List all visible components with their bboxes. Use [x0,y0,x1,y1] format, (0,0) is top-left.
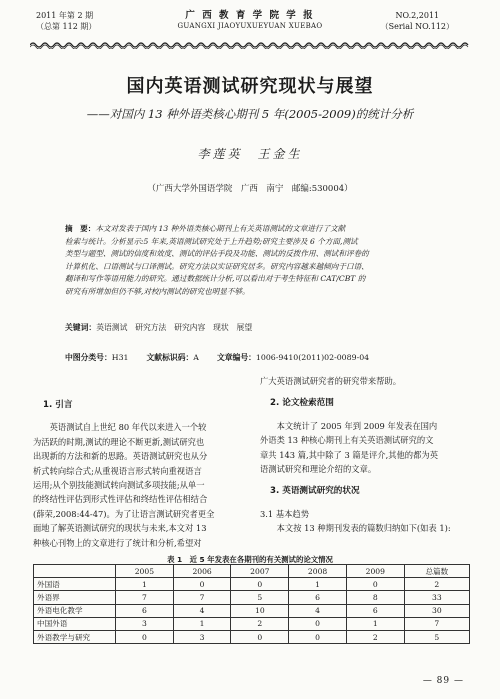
journal-name-cn: 广 西 教 育 学 院 学 报 [185,10,315,21]
decorative-wave-divider [30,41,470,49]
article-subtitle: ——对国内 13 种外语类核心期刊 5 年(2005-2009)的统计分析 [86,107,414,121]
clc-label: 中图分类号： [65,353,112,362]
section-3-1-heading: 3.1 基本趋势 [260,508,310,519]
clc-value: H31 [111,353,129,362]
abstract-line: 翻译和写作等语用能力的研究。通过数据统计分析,可以看出对于考生特征和 CAT/CBT 的 [65,274,366,283]
table-cell: 6 [346,604,404,617]
body-right-column [260,376,472,536]
table-cell: 5 [404,630,469,643]
classification-line [65,352,465,363]
text-line: 章共 143 篇,其中除了 3 篇是评介,其他的都为英 [260,449,438,460]
article-no-value: 1006-9410(2011)02-0089-04 [255,353,370,362]
abstract-line: 研究有所增加但仍不够,对校内测试的研究也明显不够。 [65,286,250,296]
table-cell: 0 [231,578,289,591]
abstract-line: 检索与统计。分析显示:5 年来,英语测试研究处于上升趋势;研究主要涉及 6 个方面,测试 [65,236,358,246]
issue-line2: （总第 112 期） [36,22,97,31]
table-cell: 0 [173,578,231,591]
page-number: — 89 — [422,676,464,686]
table-header-cell: 2007 [231,565,289,578]
authors: 李莲英 王金生 [197,147,303,161]
section-2-heading: 2. 论文检索范围 [270,398,334,409]
table-row [34,630,470,643]
table-cell: 0 [231,630,289,643]
table-header-cell: 2009 [346,565,404,578]
table-cell: 5 [231,591,289,604]
table-cell: 2 [346,630,404,643]
table-cell: 外语界 [34,591,116,604]
table-cell: 6 [116,604,174,617]
keywords [65,322,445,333]
table-header-cell [34,565,116,578]
text-line: 面地了解英语测试研究的现状与未来,本文对 13 [33,523,207,534]
table-cell: 1 [116,578,174,591]
article-no-label: 文章编号： [216,353,256,362]
table-cell: 3 [173,630,231,643]
section-1-heading: 1. 引言 [43,400,73,410]
text-line: 语测试研究和理论介绍的文章。 [260,464,377,475]
table-row [34,617,470,630]
text-line: 广大英语测试研究者的研究带来帮助。 [260,376,402,386]
abstract-line: 本文对发表于国内 13 种外语类核心期刊上有关英语测试的文章进行了文献 [95,224,346,233]
serial-line1: NO.2,2011 [395,11,440,20]
table-row [34,591,470,604]
table-cell: 外语电化教学 [34,604,116,617]
table-cell: 7 [116,591,174,604]
keywords-label: 关键词： [65,323,97,332]
serial-line2: （Serial NO.112） [380,22,454,31]
table-cell: 10 [231,604,289,617]
table-cell: 4 [289,604,347,617]
table-header-cell: 2005 [116,565,174,578]
table-cell: 外国语 [34,578,116,591]
table-cell: 4 [173,604,231,617]
doc-code-value: A [193,353,199,362]
text-line: (薛荣,2008:44-47)。为了让语言测试研究者更全 [33,508,215,519]
text-line: 本文按 13 种期刊发表的篇数归纳如下(如表 1): [276,523,451,534]
table-header-cell: 2006 [173,565,231,578]
article-number [217,352,369,363]
table-cell: 1 [346,617,404,630]
section-1-text [33,420,238,434]
table-cell: 0 [116,630,174,643]
table-cell: 1 [289,578,347,591]
table-cell: 33 [404,591,469,604]
table-row [34,578,470,591]
table-cell: 7 [173,591,231,604]
table-cell: 中国外语 [34,617,116,630]
text-line: 外语类 13 种核心期刊上有关英语测试研究的文 [260,435,434,446]
table-row [34,604,470,617]
journal-statistics-table [33,564,470,644]
serial-info [381,10,454,32]
table-cell: 7 [404,617,469,630]
abstract-line: 类型与题型、测试的信度和效度、测试的评估手段及功能、测试的反拨作用、测试和评卷的 [65,249,369,258]
table-cell: 30 [404,604,469,617]
table-cell: 2 [231,617,289,630]
table-cell: 2 [404,578,469,591]
table-cell: 1 [173,617,231,630]
abstract-label: 摘 要： [65,224,96,233]
table-cell: 0 [346,578,404,591]
text-line: 运用;从个别技能测试转向测试多项技能;从单一 [33,480,205,491]
article-title: 国内英语测试研究现状与展望 [126,76,374,97]
text-line: 种核心刊物上的文章进行了统计和分析,希望对 [33,537,202,548]
clc-number [65,352,129,363]
table-header-cell: 2008 [289,565,347,578]
table-header-cell: 总篇数 [404,565,469,578]
doc-code-label: 文献标识码： [146,353,194,362]
table-cell: 3 [116,617,174,630]
text-line: 析式转向综合式;从重视语言形式转向重视语言 [33,465,202,476]
text-line: 的终结性评估到形式性评估和终结性评估相结合 [33,494,208,505]
text-line: 本文统计了 2005 年到 2009 年发表在国内 [276,420,438,431]
body-left-column [33,390,238,550]
abstract [65,223,445,298]
table-caption: 表 1 近 5 年发表在各期刊的有关测试的论文情况 [167,555,333,564]
journal-name-en: GUANGXI JIAOYUXUEYUAN XUEBAO [177,22,323,30]
document-code [147,352,199,363]
table-cell: 0 [289,630,347,643]
abstract-line: 计算机化、口语测试与口译测试。研究方法以实证研究居多。研究内容越来越倾向于口语、 [65,261,369,271]
affiliation: （广西大学外国语学院 广西 南宁 邮编:530004） [147,184,353,194]
text-line: 为活跃的时期,测试的理论不断更新,测试研究也 [33,436,205,447]
table-cell: 6 [289,591,347,604]
table-cell: 0 [289,617,347,630]
text-line: 出现新的方法和新的思路。英语测试研究也从分 [33,451,208,462]
keywords-list: 英语测试 研究方法 研究内容 现状 展望 [96,323,253,332]
table-cell: 8 [346,591,404,604]
issue-line1: 2011 年第 2 期 [36,11,94,20]
table-header-row [34,565,470,578]
text-line: 英语测试自上世纪 80 年代以来进入一个较 [49,422,207,433]
table-cell: 外语教学与研究 [34,630,116,643]
section-3-heading: 3. 英语测试研究的状况 [270,486,360,497]
